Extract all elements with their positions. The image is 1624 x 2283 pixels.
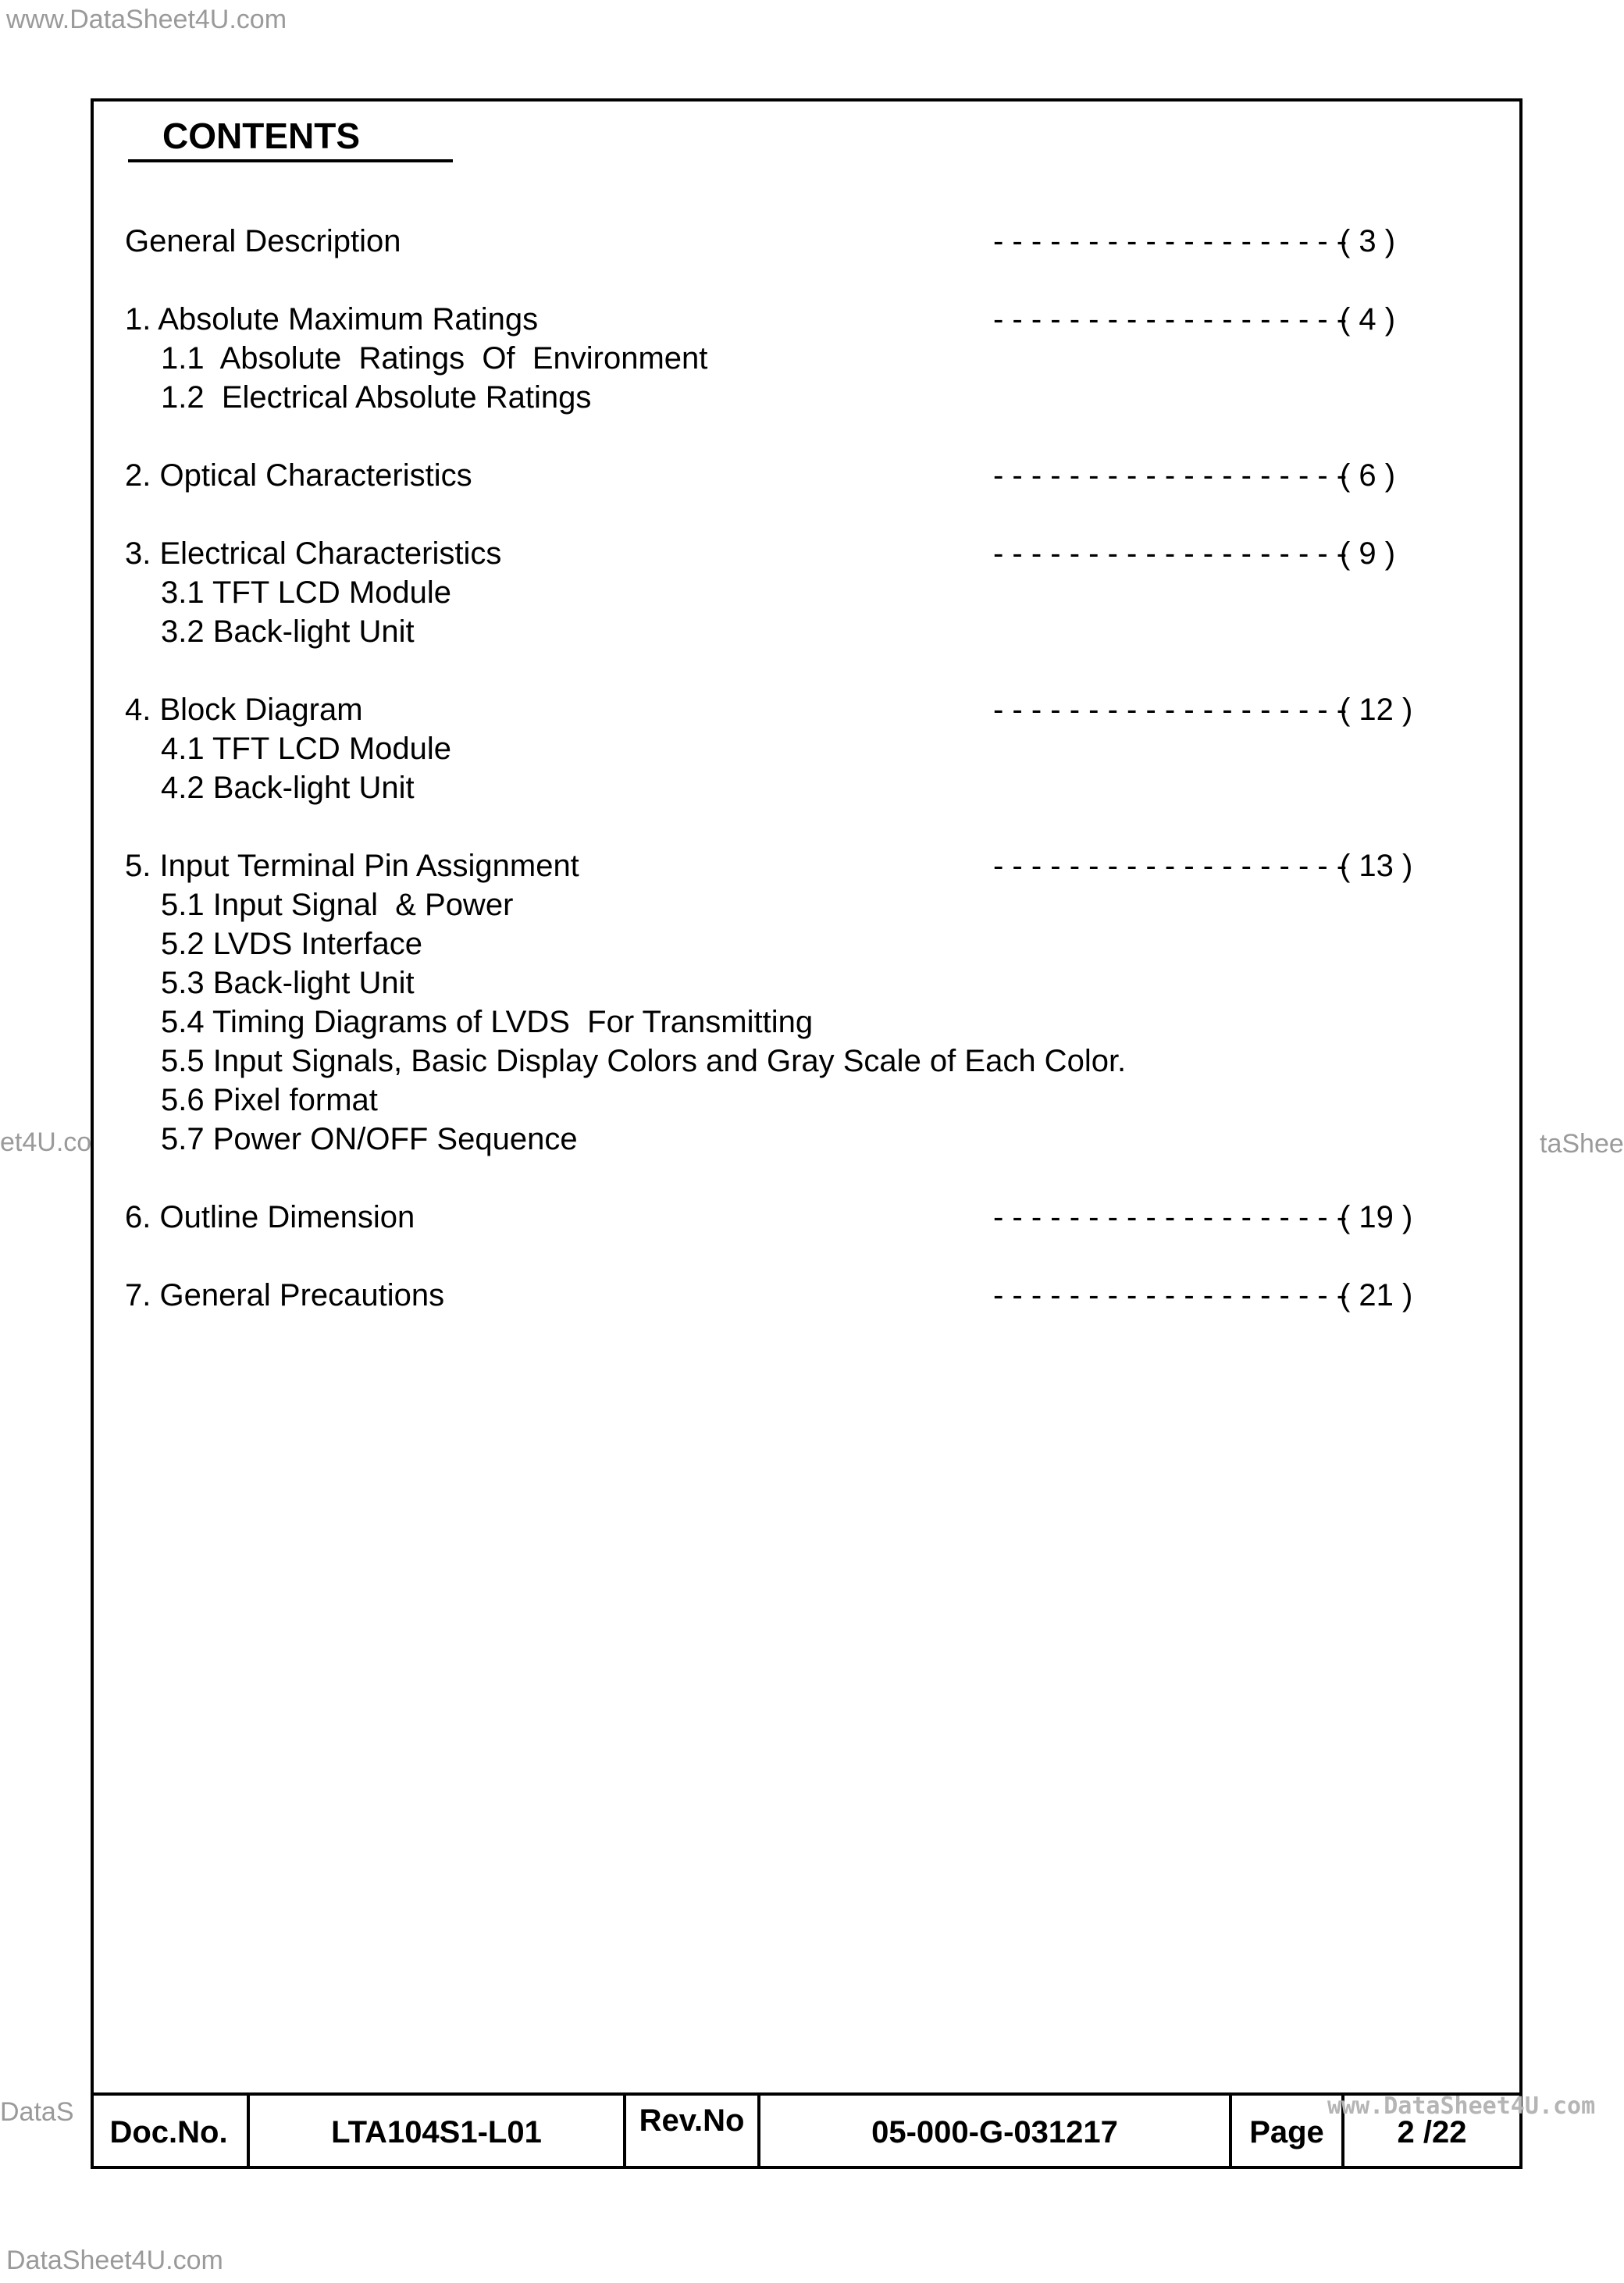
page-label: Page [1232, 2096, 1344, 2169]
toc-subsection: 1.1 Absolute Ratings Of Environment [161, 341, 708, 376]
toc-subsection: 5.7 Power ON/OFF Sequence [161, 1122, 578, 1156]
toc-spacer [125, 1159, 1421, 1198]
toc-subsection: 1.2 Electrical Absolute Ratings [161, 380, 592, 415]
toc-main-row [125, 846, 1421, 885]
toc-spacer [125, 1237, 1421, 1276]
toc-entry-title: 5. Input Terminal Pin Assignment [125, 849, 579, 883]
toc-subsection: 5.3 Back-light Unit [161, 966, 415, 1000]
toc-page-number: ( 4 ) [1340, 302, 1396, 337]
toc-entry [125, 1198, 1421, 1276]
toc-page-number: ( 3 ) [1340, 224, 1396, 258]
toc-page-number: ( 9 ) [1340, 536, 1396, 571]
page-value: 2 /22 [1397, 2114, 1467, 2149]
watermark-mid-right: taShee [1540, 1129, 1624, 1159]
toc-subsection: 5.6 Pixel format [161, 1083, 378, 1117]
toc-main-row [125, 1276, 1421, 1315]
watermark-footer-overlay: www.DataSheet4U.com [1327, 2092, 1596, 2120]
toc-subsection: 3.2 Back-light Unit [161, 614, 415, 649]
toc-entry-title: 2. Optical Characteristics [125, 458, 472, 493]
toc-dot-leader: - - - - - - - - - - - - - - - - - - - [993, 224, 1348, 258]
toc-dot-leader: - - - - - - - - - - - - - - - - - - - [993, 1278, 1348, 1312]
toc-subsection: 5.4 Timing Diagrams of LVDS For Transmitting [161, 1005, 814, 1039]
toc-main-row [125, 222, 1421, 261]
toc-dot-leader: - - - - - - - - - - - - - - - - - - - [993, 302, 1348, 337]
doc-no-label: Doc.No. [91, 2096, 250, 2169]
toc-entry-title: 1. Absolute Maximum Ratings [125, 302, 539, 337]
toc-subsection: 4.1 TFT LCD Module [161, 732, 452, 766]
toc-entry [125, 222, 1421, 300]
toc-subsection: 5.5 Input Signals, Basic Display Colors and Gray Scale of Each Color. [161, 1044, 1127, 1078]
toc-spacer [125, 261, 1421, 300]
table-of-contents [125, 222, 1421, 1315]
toc-entry [125, 690, 1421, 846]
toc-dot-leader: - - - - - - - - - - - - - - - - - - - [993, 536, 1348, 571]
toc-subsection: 4.2 Back-light Unit [161, 771, 415, 805]
doc-no-value: LTA104S1-L01 [250, 2096, 626, 2169]
rev-no-value: 05-000-G-031217 [760, 2096, 1232, 2169]
toc-dot-leader: - - - - - - - - - - - - - - - - - - - [993, 1200, 1348, 1234]
rev-no-label: Rev.No [626, 2096, 760, 2169]
toc-dot-leader: - - - - - - - - - - - - - - - - - - - [993, 693, 1348, 727]
toc-dot-leader: - - - - - - - - - - - - - - - - - - - [993, 458, 1348, 493]
toc-entry [125, 456, 1421, 534]
toc-main-row [125, 456, 1421, 495]
toc-entry-title: 6. Outline Dimension [125, 1200, 415, 1234]
toc-entry [125, 534, 1421, 690]
toc-page-number: ( 13 ) [1340, 849, 1413, 883]
toc-subsection: 3.1 TFT LCD Module [161, 575, 452, 610]
toc-page-number: ( 12 ) [1340, 693, 1413, 727]
toc-entry [125, 1276, 1421, 1315]
footer-table [91, 2092, 1522, 2169]
toc-entry-title: 3. Electrical Characteristics [125, 536, 502, 571]
toc-subsection: 5.2 LVDS Interface [161, 927, 422, 961]
toc-page-number: ( 6 ) [1340, 458, 1396, 493]
toc-main-row [125, 300, 1421, 339]
toc-dot-leader: - - - - - - - - - - - - - - - - - - - [993, 849, 1348, 883]
toc-spacer [125, 417, 1421, 456]
toc-entry-title: 4. Block Diagram [125, 693, 363, 727]
toc-entry [125, 846, 1421, 1198]
watermark-mid-left: et4U.co [0, 1127, 92, 1157]
toc-spacer [125, 495, 1421, 534]
toc-subsection: 5.1 Input Signal & Power [161, 888, 514, 922]
toc-spacer [125, 807, 1421, 846]
toc-page-number: ( 21 ) [1340, 1278, 1413, 1312]
toc-main-row [125, 690, 1421, 729]
toc-spacer [125, 651, 1421, 690]
watermark-top-left: www.DataSheet4U.com [6, 5, 287, 34]
toc-entry-title: General Description [125, 224, 401, 258]
toc-entry [125, 300, 1421, 456]
toc-main-row [125, 1198, 1421, 1237]
toc-entry-title: 7. General Precautions [125, 1278, 445, 1312]
watermark-bottom-left: DataSheet4U.com [6, 2246, 223, 2275]
toc-main-row [125, 534, 1421, 573]
contents-heading: CONTENTS [128, 114, 453, 162]
toc-page-number: ( 19 ) [1340, 1200, 1413, 1234]
watermark-bottom-left-upper: DataS [0, 2097, 74, 2127]
